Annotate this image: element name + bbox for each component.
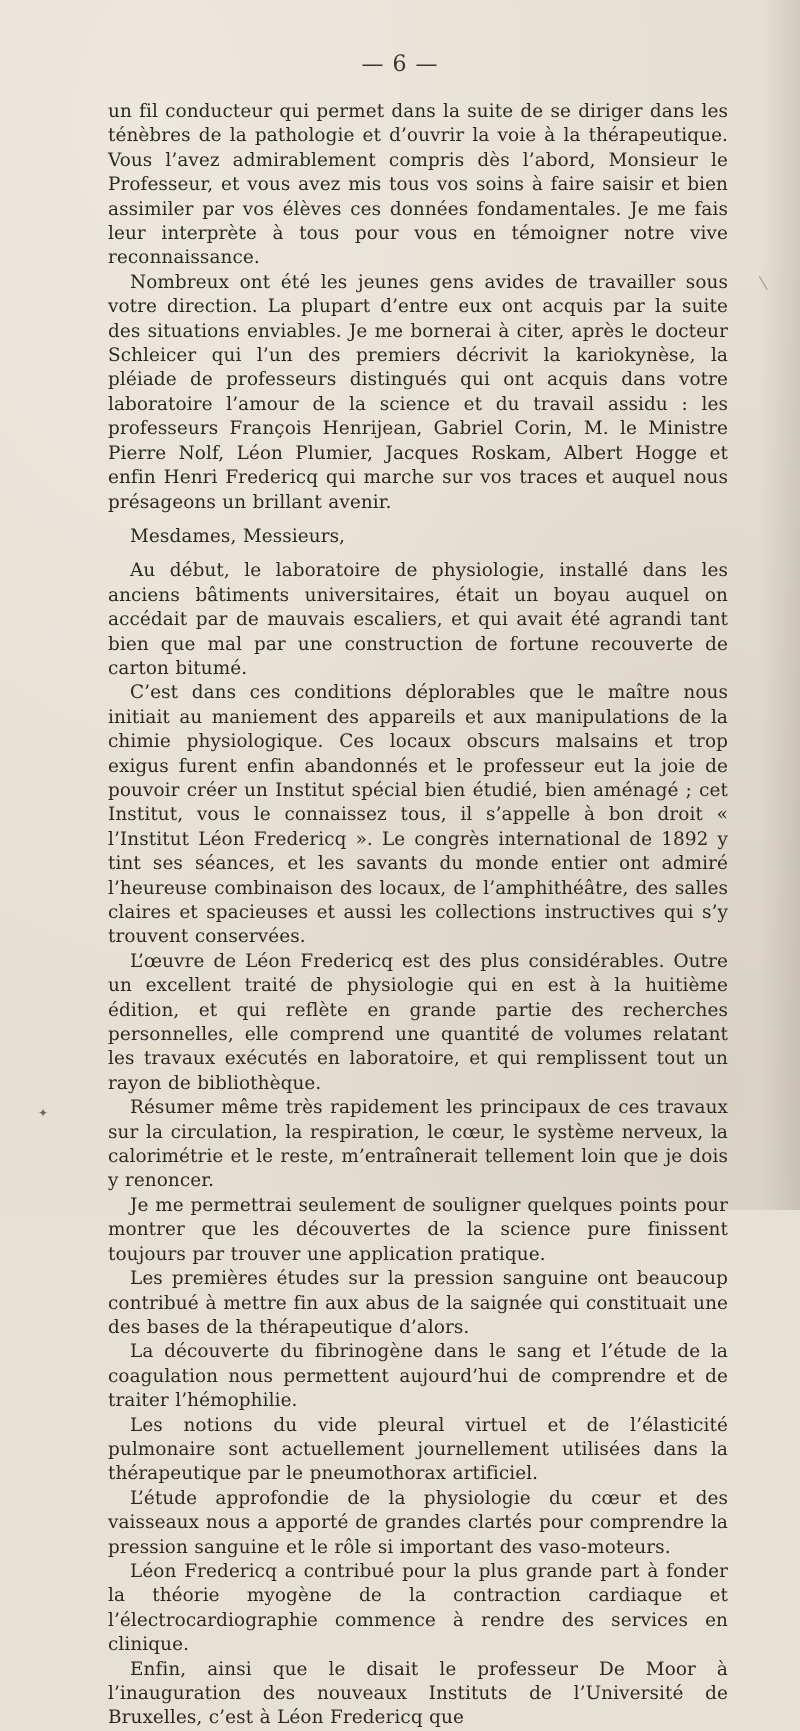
paragraph-5: L’œuvre de Léon Fredericq est des plus considérables. Outre un excellent traité de physiologie qui en est à la huitième édition, et qui reflète en grande partie des recherches personnelles, elle comprend une quantité de volumes relatant les travaux exécutés en laboratoire, et qui remplissent tout un rayon de bibliothèque. bbox=[108, 950, 728, 1094]
paragraph-13: Enfin, ainsi que le disait le professeur De Moor à l’inauguration des nouveaux Instituts de l’Université de Bruxelles, c’est à Léon Fredericq que bbox=[108, 1658, 728, 1729]
paragraph-2: Nombreux ont été les jeunes gens avides de travailler sous votre direction. La plupart d’entre eux ont acquis par la suite des situations enviables. Je me bornerai à citer, après le docteur Schleicer qui l’un des premiers décrivit la kariokynèse, la pléiade de professeurs distingués qui ont acquis dans votre laboratoire l’amour de la science et du travail assidu : les professeurs François Henrijean, Gabriel Corin, M. le Ministre Pierre Nolf, Léon Plumier, Jacques Roskam, Albert Hogge et enfin Henri Fredericq qui marche sur vos traces et auquel nous présageons un brillant avenir. bbox=[108, 271, 728, 513]
paragraph-1: un fil conducteur qui permet dans la suite de se diriger dans les ténèbres de la pathologie et d’ouvrir la voie à la thérapeutique. Vous l’avez admirablement compris dès l’abord, Monsieur le Professeur, et vous avez mis tous vos soins à faire saisir et bien assimiler par vos élèves ces données fondamentales. Je me fais leur interprète à tous pour vous en témoigner notre vive reconnaissance. bbox=[108, 101, 728, 269]
page-edge-shadow bbox=[760, 0, 800, 1210]
page-number: — 6 — bbox=[361, 52, 439, 77]
paragraph-3: Au début, le laboratoire de physiologie, installé dans les anciens bâtiments universitaires, était un boyau auquel on accédait par de mauvais escaliers, et qui avait été agrandi tant bien que mal par une construction de fortune recouverte de carton bitumé. bbox=[108, 560, 728, 679]
paragraph-10: Les notions du vide pleural virtuel et de l’élasticité pulmonaire sont actuellement journellement utilisées dans la thérapeutique par le pneumothorax artificiel. bbox=[108, 1414, 728, 1485]
paragraph-9: La découverte du fibrinogène dans le sang et l’étude de la coagulation nous permettent aujourd’hui de comprendre et de traiter l’hémophilie. bbox=[108, 1341, 728, 1412]
paragraph-4: C’est dans ces conditions déplorables que le maître nous initiait au maniement des appareils et aux manipulations de la chimie physiologique. Ces locaux obscurs malsains et trop exigus furent enfin abandonnés et le professeur eut la joie de pouvoir créer un Institut spécial bien étudié, bien aménagé ; cet Institut, vous le connaissez tous, il s’appelle à bon droit « l’Institut Léon Fredericq ». Le congrès international de 1892 y tint ses séances, et les savants du monde entier ont admiré l’heureuse combinaison des locaux, de l’amphithéâtre, des salles claires et spacieuses et aussi les collections instructives qui s’y trouvent conservées. bbox=[108, 682, 728, 948]
margin-ink-speck: ✦ bbox=[38, 1106, 49, 1120]
paragraph-12: Léon Fredericq a contribué pour la plus grande part à fonder la théorie myogène de la contraction cardiaque et l’électrocardiographie commence à rendre des services en clinique. bbox=[108, 1560, 728, 1656]
paragraph-11: L’étude approfondie de la physiologie du cœur et des vaisseaux nous a apporté de grandes clartés pour comprendre la pression sanguine et le rôle si important des vaso-moteurs. bbox=[108, 1487, 728, 1558]
paragraph-7: Je me permettrai seulement de souligner quelques points pour montrer que les découvertes de la science pure finissent toujours par trouver une application pratique. bbox=[108, 1194, 728, 1265]
salutation: Mesdames, Messieurs, bbox=[130, 525, 346, 547]
paragraph-6: Résumer même très rapidement les principaux de ces travaux sur la circulation, la respiration, le cœur, le système nerveux, la calorimétrie et le reste, m’entraînerait tellement loin que je dois y renoncer. bbox=[108, 1097, 728, 1192]
paragraph-8: Les premières études sur la pression sanguine ont beaucoup contribué à mettre fin aux abus de la saignée qui constituait une des bases de la thérapeutique d’alors. bbox=[108, 1268, 728, 1338]
body-text bbox=[108, 100, 728, 1731]
